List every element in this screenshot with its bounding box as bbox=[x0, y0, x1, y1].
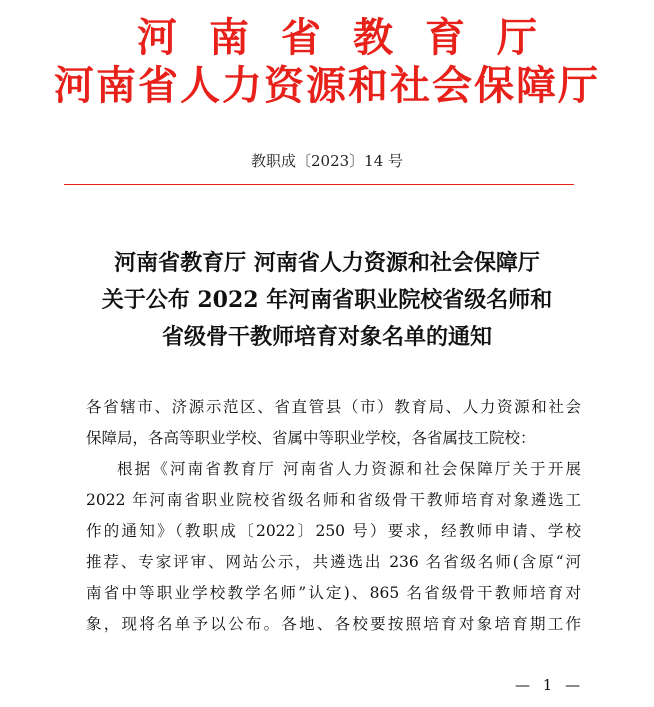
body-paragraph bbox=[86, 454, 581, 640]
paragraph-line: 推荐、专家评审、网站公示，共遴选出 236 名省级名师(含原“河 bbox=[86, 553, 581, 571]
paragraph-line: 各省辖市、济源示范区、省直管县（市）教育局、人力资源和社会 bbox=[86, 398, 581, 416]
page-number: — 1 — bbox=[515, 676, 585, 694]
issuer-header-line2: 河南省人力资源和社会保障厅 bbox=[54, 62, 600, 109]
document-title-line1: 河南省教育厅 河南省人力资源和社会保障厅 bbox=[114, 250, 540, 276]
red-divider-rule bbox=[64, 184, 574, 185]
paragraph-line: 象，现将名单予以公布。各地、各校要按照培育对象培育期工作 bbox=[86, 615, 581, 633]
document-title-line3: 省级骨干教师培育对象名单的通知 bbox=[161, 324, 492, 350]
document-number: 教职成〔2023〕14 号 bbox=[250, 152, 404, 170]
paragraph-line: 作的通知》（教职成〔2022〕250 号）要求，经教师申请、学校 bbox=[86, 522, 581, 540]
paragraph-line: 保障局，各高等职业学校、省属中等职业学校，各省属技工院校： bbox=[86, 429, 536, 447]
document-title-line2: 关于公布 2022 年河南省职业院校省级名师和 bbox=[101, 287, 553, 313]
paragraph-line: 根据《河南省教育厅 河南省人力资源和社会保障厅关于开展 bbox=[117, 460, 581, 478]
paragraph-line: 2022 年河南省职业院校省级名师和省级骨干教师培育对象遴选工 bbox=[86, 491, 581, 509]
paragraph-line: 南省中等职业学校教学名师”认定)、865 名省级骨干教师培育对 bbox=[86, 584, 581, 602]
addressee-paragraph bbox=[86, 392, 581, 454]
issuer-header-line1: 河南省教育厅 bbox=[137, 14, 569, 61]
